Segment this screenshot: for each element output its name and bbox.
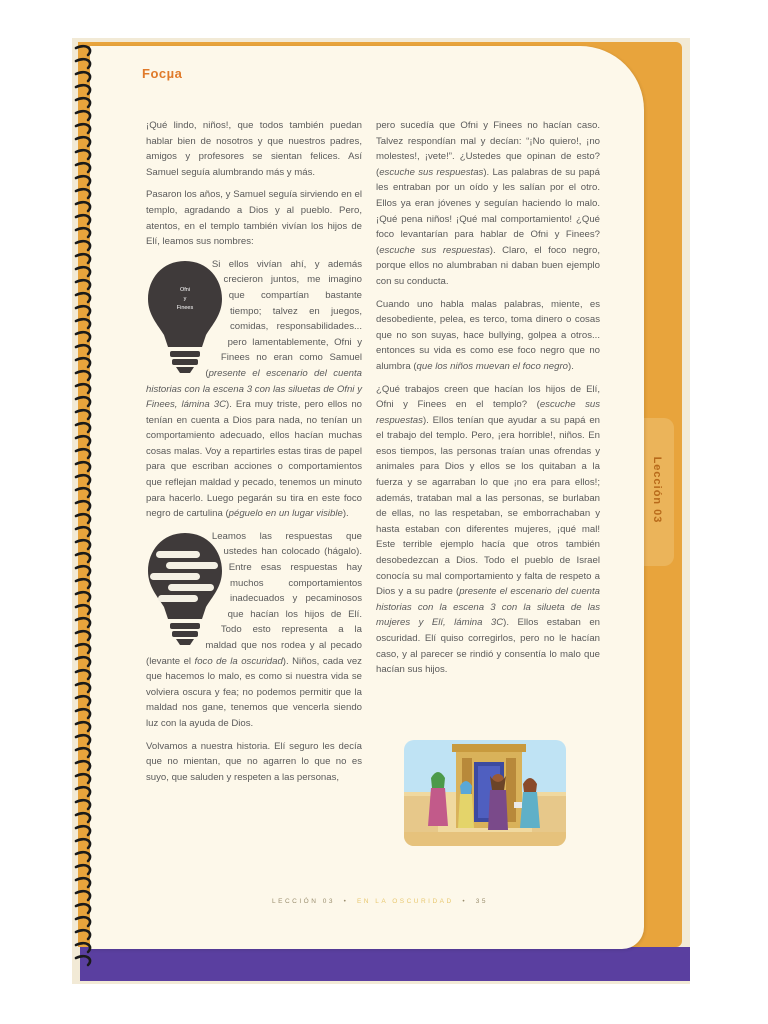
spiral-coil xyxy=(76,592,90,601)
spiral-coil xyxy=(76,293,90,302)
spiral-coil xyxy=(76,215,90,224)
paragraph xyxy=(376,297,600,375)
spiral-coil xyxy=(76,540,90,549)
text-span: ). xyxy=(342,508,349,520)
spiral-coil xyxy=(76,332,90,341)
instruction-italic: que los niños muevan el foco negro xyxy=(416,360,568,372)
spiral-coil xyxy=(76,839,90,848)
spiral-coil xyxy=(76,72,90,81)
spiral-coil xyxy=(76,410,90,419)
spiral-coil xyxy=(76,254,90,263)
spiral-binding xyxy=(74,42,96,972)
spiral-coil xyxy=(76,462,90,471)
spiral-coil xyxy=(76,865,90,874)
instruction-italic: péguelo en un lugar visible xyxy=(228,508,343,520)
spiral-coil xyxy=(76,917,90,926)
bulb-label: Ofni xyxy=(179,286,191,293)
footer-lesson: LECCIÓN 03 xyxy=(272,898,335,905)
text-span: ). Las palabras de su papá les entraban por un oído y les salían por el otro. Ellos ya eran jóvenes y seguían haciendo lo malo. ¡Qué pena niños! ¡Qué mal comportamiento! ¿Qué foco levantarían para hablar de Ofni y Finees? ( xyxy=(376,166,600,256)
spiral-coil xyxy=(76,644,90,653)
footer-title: EN LA OSCURIDAD xyxy=(356,898,454,905)
spiral-coil xyxy=(76,59,90,68)
spiral-coil xyxy=(76,150,90,159)
spiral-coil xyxy=(76,735,90,744)
text-span: ¿Qué trabajos creen que hacían los hijos de Elí, Ofni y Finees en el templo? ( xyxy=(376,383,600,411)
text-span: ). Claro, el foco negro, porque ellos no alumbraban ni daban buen ejemplo con su conducta. xyxy=(376,244,600,287)
spiral-coil xyxy=(76,722,90,731)
right-column xyxy=(376,118,600,685)
spiral-coil xyxy=(76,397,90,406)
spiral-coil xyxy=(76,670,90,679)
text-span: ). Ellos estaban en oscuridad. Elí quiso corregirlos, pero no le hacían caso, y al parecer se rindió y consentía lo malo que hacían sus hijos. xyxy=(376,617,601,676)
spiral-coil xyxy=(76,696,90,705)
bulb-label: Finees xyxy=(176,304,194,311)
spiral-coil xyxy=(76,514,90,523)
spiral-coil xyxy=(76,748,90,757)
footer-separator: • xyxy=(339,898,353,905)
spiral-coil xyxy=(76,774,90,783)
instruction-italic: escuche sus respuestas xyxy=(379,244,490,256)
paragraph xyxy=(146,257,362,522)
text-span: ). Era muy triste, pero ellos no tenían en cuenta a Dios para nada, no tenían un comportamiento adecuado, ellos hacían muchas cosas malas. Voy a repartirles estas tiras de papel para que escriban acciones o comportamientos que reflejan maldad y pecado, tenemos un minuto para hacerlo. Luego pegarán su tira en este foco negro de cartulina ( xyxy=(146,399,362,520)
instruction-italic: foco de la oscuridad xyxy=(194,655,283,667)
spiral-coil xyxy=(76,358,90,367)
spiral-coil xyxy=(76,436,90,445)
bulb-strips xyxy=(146,529,224,647)
spiral-coil xyxy=(76,956,90,965)
paragraph xyxy=(376,382,600,678)
paragraph: ¡Qué lindo, niños!, que todos también puedan hablar bien de nosotros y que nuestros padres, amigos y profesores se sientan felices. Así Samuel seguía alumbrando más y más. xyxy=(146,120,362,178)
spiral-coil xyxy=(76,228,90,237)
paragraph xyxy=(376,118,600,290)
spiral-coil xyxy=(76,878,90,887)
text-span: pero sucedía que Ofni y Finees no hacían caso. Talvez respondían mal y decían: “¡No quiero!, ¡no molestes!, ¡vete!”. ¿Ustedes que opinan de esto? ( xyxy=(376,120,600,178)
spiral-coil xyxy=(76,566,90,575)
spiral-coil xyxy=(76,475,90,484)
spiral-coil xyxy=(76,306,90,315)
spiral-coil xyxy=(76,176,90,185)
spiral-coil xyxy=(76,787,90,796)
spiral-coil xyxy=(76,930,90,939)
spiral-coil xyxy=(76,319,90,328)
spiral-coil xyxy=(76,85,90,94)
spiral-coil xyxy=(76,813,90,822)
text-span: ). Ellos tenían que ayudar a su papá en el trabajo del templo. Pero, ¡era horrible!, niños. En esos tiempos, las personas traían unas ofrendas y animales para Dios y ellos se los quitaban a la fuerza y se agarraban lo que ¡no era para ellos!; además, trataban mal a las personas, se burlaban de ellas, no las respetaban, se emborrachaban y hasta estaban con diferentes mujeres, ¡qué mal! Este terrible ejemplo hacía que otros también desobedezcan a Dios. Todo el pueblo de Israel conocía su mal comportamiento y falta de respeto a Dios y a su padre ( xyxy=(376,414,600,598)
spiral-coil xyxy=(76,579,90,588)
paragraph: Volvamos a nuestra historia. Elí seguro les decía que no mientan, que no agarren lo que no es suyo, que saluden y respeten a las personas, xyxy=(146,740,362,783)
spiral-coil xyxy=(76,241,90,250)
footer-page-number: 35 xyxy=(475,898,488,905)
spiral-coil xyxy=(76,189,90,198)
lesson-tab xyxy=(640,418,674,566)
bulb-ofni-finees xyxy=(146,257,224,375)
spiral-coil xyxy=(76,709,90,718)
spiral-coil xyxy=(76,891,90,900)
spiral-coil xyxy=(76,657,90,666)
spiral-coil xyxy=(76,553,90,562)
spiral-coil xyxy=(76,501,90,510)
text-span: ). Niños, cada vez que hacemos lo malo, es como si nuestra vida se volviera oscura y fea; no podemos permitir que la maldad nos gane, tenemos que vencerla siendo luz con la ayuda de Dios. xyxy=(146,655,362,729)
text-span: Leamos las respuestas que ustedes han colocado (hágalo). Entre esas respuestas hay muchos comportamientos inadecuados y pecaminosos que hacían los hijos de Elí. Todo esto representa a la maldad que nos rodea y al pecado (levante el xyxy=(146,530,362,667)
spiral-coil xyxy=(76,202,90,211)
paragraph: Pasaron los años, y Samuel seguía sirviendo en el templo, agradando a Dios y al pueblo. Pero, atentos, en el templo también vivían los hijos de Elí, leamos sus nombres: xyxy=(146,189,362,248)
spiral-coil xyxy=(76,423,90,432)
brand-logo: Focµa xyxy=(142,66,183,81)
footer-separator: • xyxy=(458,898,472,905)
spiral-coil xyxy=(76,124,90,133)
spiral-coil xyxy=(76,267,90,276)
temple-illustration xyxy=(404,740,566,846)
spiral-coil xyxy=(76,449,90,458)
instruction-italic: presente el escenario del cuenta historias con la escena 3 con la silueta de las mujeres y Elí, lámina 3C xyxy=(376,586,600,629)
spiral-coil xyxy=(76,98,90,107)
table-surface xyxy=(80,947,690,981)
spiral-coil xyxy=(76,826,90,835)
spiral-coil xyxy=(76,852,90,861)
left-column xyxy=(146,118,362,792)
text-span: Cuando uno habla malas palabras, miente, es desobediente, pelea, es terco, toma dinero o cosas que no son suyas, hace bullying, golpea a otros... entonces su vida es como ese foco negro que no alumbra ( xyxy=(376,298,600,372)
instruction-italic: escuche sus respuestas xyxy=(379,166,484,178)
spiral-coil xyxy=(76,345,90,354)
instruction-italic: escuche sus respuestas xyxy=(376,399,600,426)
spiral-coil xyxy=(76,904,90,913)
instruction-italic: presente el escenario del cuenta historias con la escena 3 con las siluetas de Ofni y Finees, lámina 3C xyxy=(146,367,362,411)
spiral-coil xyxy=(76,605,90,614)
lesson-tab-label: Lección 03 xyxy=(651,456,663,524)
spiral-coil xyxy=(76,761,90,770)
page-footer xyxy=(180,898,580,905)
spiral-coil xyxy=(76,800,90,809)
spiral-coil xyxy=(76,943,90,952)
spiral-coil xyxy=(76,488,90,497)
text-span: Si ellos vivían ahí, y además crecieron juntos, me imagino que compartían bastante tiempo; talvez en juegos, comidas, responsabilidades... pero lamentablemente, Ofni y Finees no eran como Samuel ( xyxy=(205,258,362,379)
spiral-coil xyxy=(76,163,90,172)
text-span: ). xyxy=(568,360,574,372)
spiral-coil xyxy=(76,683,90,692)
spiral-coil xyxy=(76,280,90,289)
paragraph xyxy=(146,529,362,732)
spiral-coil xyxy=(76,384,90,393)
spiral-coil xyxy=(76,527,90,536)
spiral-coil xyxy=(76,46,90,55)
spiral-coil xyxy=(76,111,90,120)
spiral-coil xyxy=(76,137,90,146)
spiral-coil xyxy=(76,631,90,640)
spiral-coil xyxy=(76,618,90,627)
spiral-coil xyxy=(76,371,90,380)
bulb-label: y xyxy=(183,295,187,302)
